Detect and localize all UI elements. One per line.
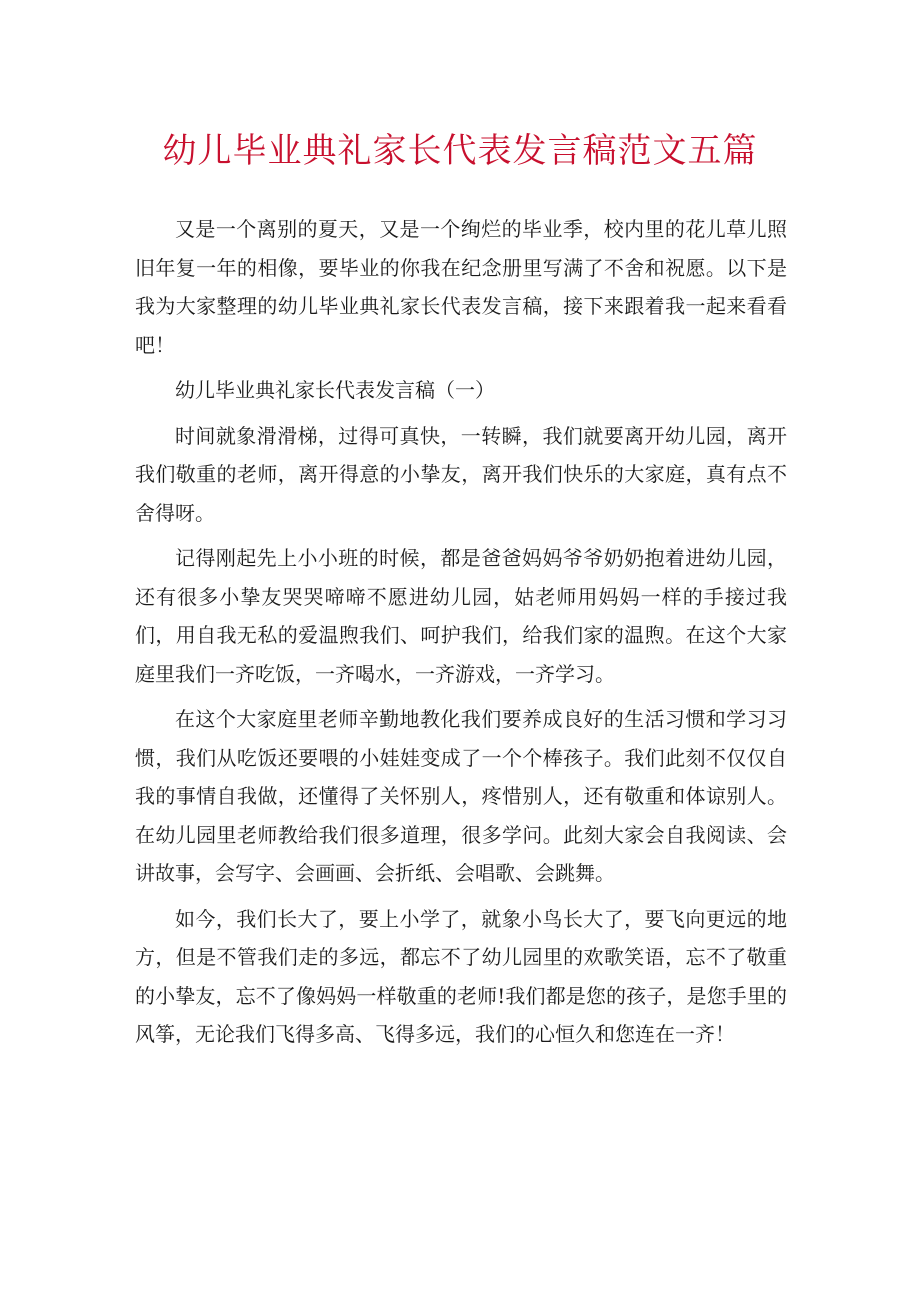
body-paragraph-4: 如今，我们长大了，要上小学了，就象小鸟长大了，要飞向更远的地方，但是不管我们走的多远，都忘不了幼儿园里的欢歌笑语，忘不了敬重的小挚友，忘不了像妈妈一样敬重的老师!我们都是您的孩子，是您手里的风筝，无论我们飞得多高、飞得多远，我们的心恒久和您连在一齐！: [135, 906, 787, 1046]
body-paragraph-1: 时间就象滑滑梯，过得可真快，一转瞬，我们就要离开幼儿园，离开我们敬重的老师，离开得意的小挚友，离开我们快乐的大家庭，真有点不舍得呀。: [135, 423, 787, 525]
body-paragraph-2: 记得刚起先上小小班的时候，都是爸爸妈妈爷爷奶奶抱着进幼儿园，还有很多小挚友哭哭啼啼不愿进幼儿园，姑老师用妈妈一样的手接过我们，用自我无私的爱温煦我们、呵护我们，给我们家的温煦。在这个大家庭里我们一齐吃饭，一齐喝水，一齐游戏，一齐学习。: [135, 546, 787, 686]
document-title: 幼儿毕业典礼家长代表发言稿范文五篇: [162, 131, 758, 171]
body-paragraph-3: 在这个大家庭里老师辛勤地教化我们要养成良好的生活习惯和学习习惯，我们从吃饭还要喂的小娃娃变成了一个个棒孩子。我们此刻不仅仅自我的事情自我做，还懂得了关怀别人，疼惜别人，还有敬重和体谅别人。在幼儿园里老师教给我们很多道理，很多学问。此刻大家会自我阅读、会讲故事，会写字、会画画、会折纸、会唱歌、会跳舞。: [135, 707, 787, 885]
document-body: [135, 210, 787, 1054]
section-heading: 幼儿毕业典礼家长代表发言稿（一）: [175, 378, 495, 402]
intro-paragraph: 又是一个离别的夏天，又是一个绚烂的毕业季，校内里的花儿草儿照旧年复一年的相像，要毕业的你我在纪念册里写满了不舍和祝愿。以下是我为大家整理的幼儿毕业典礼家长代表发言稿，接下来跟着我一起来看看吧！: [135, 217, 787, 357]
